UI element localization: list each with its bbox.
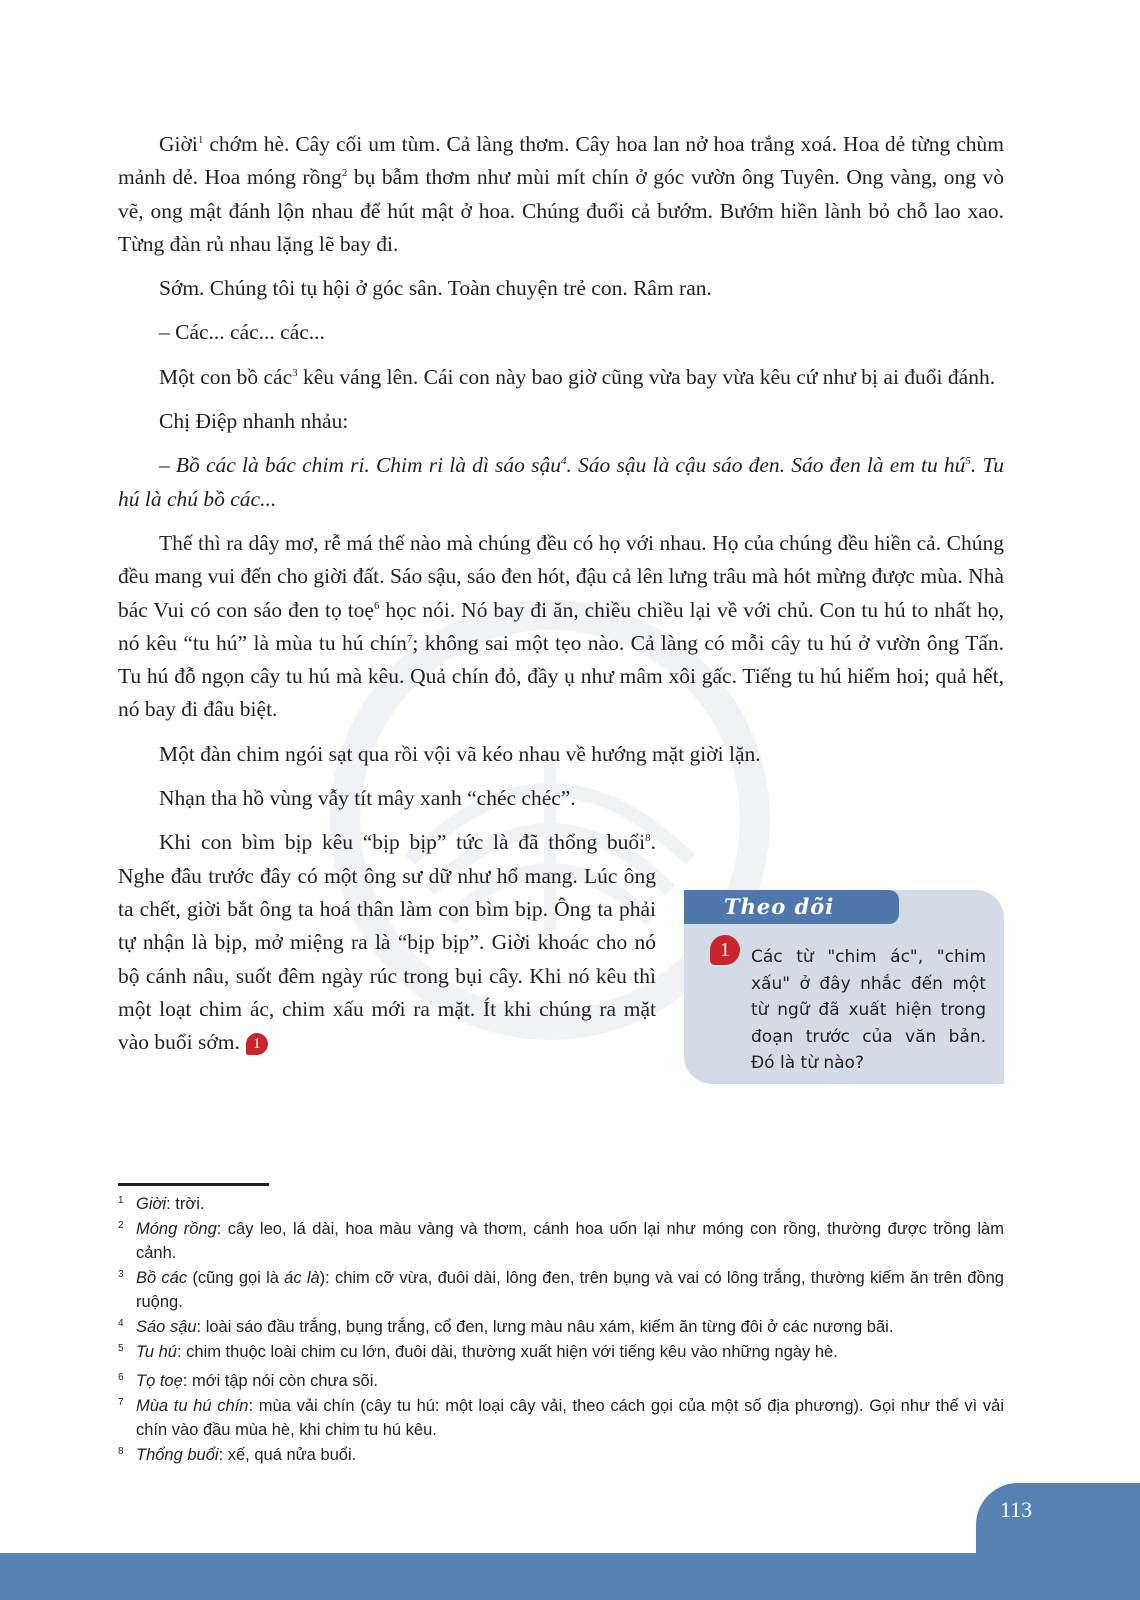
paragraph-1 — [118, 128, 1004, 261]
footnote-definition: : loài sáo đầu trắng, bụng trắng, cổ đen, lưng màu nâu xám, kiếm ăn từng đôi ở các nương bãi. — [196, 1317, 894, 1336]
footnote-number: 6 — [118, 1372, 124, 1384]
footnote-3 — [118, 1266, 1004, 1315]
footnote-ref-4[interactable]: 4 — [560, 455, 567, 468]
question-marker-badge[interactable]: 1 — [246, 1033, 268, 1055]
paragraph-3: – Các... các... các... — [159, 320, 325, 345]
footnote-6 — [118, 1369, 1004, 1394]
footnote-definition: : cây leo, lá dài, hoa màu vàng và thơm, cánh hoa uốn lại như móng con rồng, thường được trồng làm cảnh. — [136, 1219, 1004, 1263]
paragraph-9: Nhạn tha hồ vùng vẫy tít mây xanh “chéc chéc”. — [159, 786, 576, 811]
page-number-tab — [976, 1483, 1140, 1563]
sidebar-title: Theo dõi — [684, 890, 899, 924]
paragraph-10 — [118, 826, 656, 1059]
footnote-term: Sáo sậu — [136, 1317, 197, 1336]
paragraph-6-dialogue — [118, 449, 1004, 516]
footnote-number: 4 — [118, 1317, 124, 1329]
footnote-number: 2 — [118, 1219, 124, 1231]
footnote-ref-3[interactable]: 3 — [292, 366, 298, 379]
footnote-definition: : chim thuộc loài chim cu lớn, đuôi dài, thường xuất hiện với tiếng kêu vào những ngày hè. — [176, 1342, 838, 1361]
text: – Bồ các là bác chim ri. Chim ri là dì sáo sậu — [159, 453, 561, 478]
footnote-ref-5[interactable]: 5 — [965, 455, 971, 468]
footnote-8 — [118, 1443, 1004, 1468]
sidebar-question: Các từ "chim ác", "chim xấu" ở đây nhắc đến một từ ngữ đã xuất hiện trong đoạn trước của văn bản. Đó là từ nào? — [751, 947, 986, 1073]
question-number-badge: 1 — [710, 935, 740, 965]
footnote-term: Giời — [136, 1195, 167, 1213]
text: Thế thì ra dây mơ, rễ má thế nào mà chúng đều có họ với nhau. Họ của chúng đều hiền cả. Chúng đều mang vui đến cho giời đất. Sáo sậu, sáo đen hót, đậu cả lên lưng trâu mà hót mừng được mùa. Nhà bác Vui có con sáo đen tọ toẹ — [118, 530, 1004, 622]
paragraph-7 — [118, 527, 1004, 727]
footnote-ref-8[interactable]: 8 — [645, 832, 651, 845]
paragraph-5: Chị Điệp nhanh nhảu: — [159, 409, 349, 434]
footnote-number: 5 — [118, 1342, 124, 1354]
footnotes — [118, 1192, 1004, 1468]
footnote-definition: : xế, quá nửa buổi. — [218, 1445, 357, 1464]
footnote-number: 7 — [118, 1396, 124, 1408]
footnote-definition: : trời. — [166, 1195, 205, 1213]
footnote-definition: (cũng gọi là — [187, 1268, 285, 1287]
text: học nói. Nó bay đi ăn, chiều chiều lại về với chủ. Con tu hú to nhất họ, nó kêu “tu hú” là mùa tu hú chín — [118, 597, 1004, 655]
footnote-number: 1 — [118, 1195, 124, 1206]
text: chớm hè. Cây cối um tùm. Cả làng thơm. Cây hoa lan nở hoa trắng xoá. Hoa dẻ từng chùm mảnh dẻ. Hoa móng rồng — [118, 132, 1004, 190]
footnote-4 — [118, 1315, 1004, 1340]
paragraph-8: Một đàn chim ngói sạt qua rồi vội vã kéo nhau về hướng mặt giời lặn. — [159, 741, 761, 766]
footnote-ref-2[interactable]: 2 — [341, 167, 348, 180]
text: kêu váng lên. Cái con này bao giờ cũng vừa bay vừa kêu cứ như bị ai đuổi đánh. — [297, 364, 996, 389]
text: Giời — [159, 132, 198, 156]
footnote-ref-6[interactable]: 6 — [373, 599, 380, 612]
footnote-7 — [118, 1394, 1004, 1443]
footnote-term: Mùa tu hú chín — [136, 1396, 249, 1415]
footnote-definition: ): chim cỡ vừa, đuôi dài, lông đen, trên bụng và vai có lông trắng, thường kiếm ăn trên đồng ruộng. — [136, 1268, 1004, 1312]
footnote-term-alt: ác là — [284, 1268, 320, 1287]
paragraph-4 — [118, 361, 1004, 394]
text: . Tu hú là chú bồ các... — [118, 453, 1004, 511]
text: . Nghe đâu trước đây có một ông sư dữ như hổ mang. Lúc ông ta chết, giời bắt ông ta hoá thân làm con bìm bịp. Ông ta phải tự nhận là bịp, mở miệng ra là “bịp bịp”. Giời khoác cho nó bộ cánh nâu, suốt đêm ngày rúc trong bụi cây. Khi nó kêu thì một loạt chim ác, chim xấu mới ra mặt. Ít khi chúng ra mặt vào buổi sớm. — [118, 830, 656, 1055]
footnote-term: Bồ các — [136, 1268, 188, 1287]
page-number: 113 — [1000, 1497, 1033, 1522]
footer-bar — [0, 1553, 1140, 1600]
footnote-1 — [118, 1192, 1004, 1217]
text: bụ bẫm thơm như mùi mít chín ở góc vườn ông Tuyên. Ong vàng, ong vò vẽ, ong mật đánh lộn nhau để hút mật ở hoa. Chúng đuổi cả bướm. Bướm hiền lành bỏ chỗ lao xao. Từng đàn rủ nhau lặng lẽ bay đi. — [118, 165, 1004, 256]
paragraph-2: Sớm. Chúng tôi tụ hội ở góc sân. Toàn chuyện trẻ con. Râm ran. — [159, 276, 712, 301]
footnote-definition: : mới tập nói còn chưa sõi. — [182, 1372, 378, 1391]
footnote-divider — [118, 1183, 269, 1186]
footnote-term: Thổng buổi — [136, 1445, 219, 1464]
footnote-number: 3 — [118, 1268, 124, 1280]
text: ; không sai một tẹo nào. Cả làng có mỗi cây tu hú ở vườn ông Tấn. Tu hú đỗ ngọn cây tu hú mà kêu. Quả chín đỏ, đầy ụ như mâm xôi gấc. Tiếng tu hú hiếm hoi; quả hết, nó bay đi đâu biệt. — [118, 630, 1004, 722]
footnote-definition: : mùa vải chín (cây tu hú: một loại cây vải, theo cách gọi của một số địa phương). Gọi như thế vì vải chín vào đầu mùa hè, khi chim tu hú kêu. — [136, 1396, 1004, 1440]
follow-along-sidebar — [684, 890, 1004, 1084]
footnote-2 — [118, 1217, 1004, 1266]
text: Một con bồ các — [159, 364, 293, 389]
footnote-ref-7[interactable]: 7 — [406, 632, 413, 645]
footnote-ref-1[interactable]: 1 — [197, 133, 204, 146]
text: . Sáo sậu là cậu sáo đen. Sáo đen là em tu hú — [566, 453, 966, 478]
footnote-5 — [118, 1340, 1004, 1365]
footnote-term: Tu hú — [136, 1342, 177, 1361]
footnote-term: Tọ toẹ — [136, 1372, 183, 1391]
text: Khi con bìm bịp kêu “bịp bịp” tức là đã thổng buổi — [159, 830, 646, 855]
footnote-term: Móng rồng — [136, 1219, 217, 1238]
footnote-number: 8 — [118, 1445, 124, 1457]
